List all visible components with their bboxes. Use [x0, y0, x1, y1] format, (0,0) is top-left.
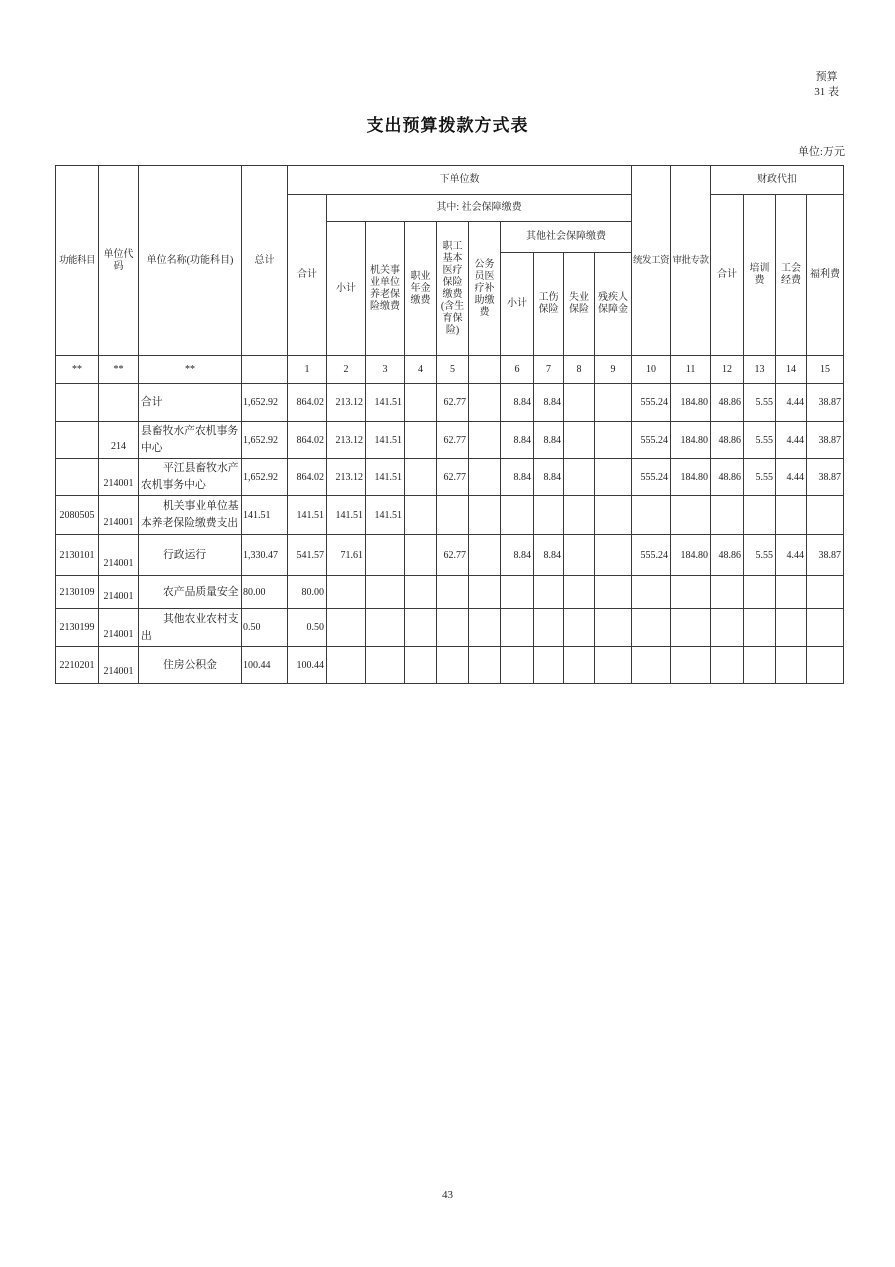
table-cell: 214001 [99, 535, 139, 576]
column-number-cell: 10 [632, 356, 671, 384]
table-cell [405, 647, 437, 684]
table-cell [632, 647, 671, 684]
header-pension: 机关事业单位养老保险缴费 [366, 222, 405, 356]
table-cell [534, 576, 564, 609]
header-training-fee: 培训费 [744, 195, 776, 356]
table-cell [501, 609, 534, 647]
header-fiscal-withholding: 财政代扣 [711, 166, 844, 195]
table-cell: 2130199 [56, 609, 99, 647]
table-cell: 48.86 [711, 422, 744, 459]
header-func-subject: 功能科目 [56, 166, 99, 356]
table-cell: 5.55 [744, 535, 776, 576]
table-cell [56, 422, 99, 459]
table-cell: 141.51 [366, 496, 405, 535]
table-cell [469, 496, 501, 535]
table-cell: 1,652.92 [242, 459, 288, 496]
table-cell: 214001 [99, 496, 139, 535]
table-cell: 农产品质量安全 [139, 576, 242, 609]
budget-table [55, 165, 844, 684]
page-title: 支出预算拨款方式表 [366, 116, 529, 135]
table-cell: 1,652.92 [242, 422, 288, 459]
table-cell [711, 647, 744, 684]
table-cell [564, 535, 595, 576]
table-cell: 864.02 [288, 422, 327, 459]
table-cell [534, 496, 564, 535]
table-cell [564, 459, 595, 496]
table-cell: 141.51 [288, 496, 327, 535]
table-cell [501, 496, 534, 535]
column-number-cell: 11 [671, 356, 711, 384]
table-cell: 864.02 [288, 459, 327, 496]
table-cell [632, 496, 671, 535]
table-row [56, 647, 844, 684]
table-cell [56, 384, 99, 422]
table-cell: 4.44 [776, 535, 807, 576]
table-cell [711, 576, 744, 609]
form-corner-line1: 预算 [815, 71, 838, 83]
table-cell [437, 647, 469, 684]
table-cell: 县畜牧水产农机事务中心 [139, 422, 242, 459]
table-cell [807, 576, 844, 609]
table-cell [501, 647, 534, 684]
table-cell [437, 576, 469, 609]
table-cell: 38.87 [807, 535, 844, 576]
header-other-subtotal: 小计 [501, 253, 534, 356]
table-cell: 8.84 [501, 422, 534, 459]
table-cell: 214001 [99, 576, 139, 609]
header-injury: 工伤保险 [534, 253, 564, 356]
table-cell: 62.77 [437, 535, 469, 576]
header-sub-units-total: 合计 [288, 195, 327, 356]
table-cell: 80.00 [242, 576, 288, 609]
table-cell [671, 647, 711, 684]
table-cell: 平江县畜牧水产农机事务中心 [139, 459, 242, 496]
table-cell [469, 647, 501, 684]
table-cell: 141.51 [366, 384, 405, 422]
header-ss-subtotal: 小计 [327, 222, 366, 356]
table-cell [564, 384, 595, 422]
table-cell [744, 496, 776, 535]
table-cell: 184.80 [671, 422, 711, 459]
table-row [56, 576, 844, 609]
table-cell [534, 647, 564, 684]
table-cell: 555.24 [632, 459, 671, 496]
table-cell [366, 535, 405, 576]
table-cell: 8.84 [501, 384, 534, 422]
header-civil-medical: 公务员医疗补助缴费 [469, 222, 501, 356]
table-cell [776, 496, 807, 535]
table-cell [807, 647, 844, 684]
table-cell: 555.24 [632, 535, 671, 576]
table-cell: 0.50 [242, 609, 288, 647]
table-row [56, 422, 844, 459]
table-cell: 48.86 [711, 535, 744, 576]
table-cell [632, 609, 671, 647]
table-cell [807, 609, 844, 647]
unit-note: 单位:万元 [797, 146, 845, 158]
table-cell [437, 496, 469, 535]
table-cell: 100.44 [288, 647, 327, 684]
table-cell: 其他农业农村支出 [139, 609, 242, 647]
header-annuity: 职业年金缴费 [405, 222, 437, 356]
table-cell: 213.12 [327, 422, 366, 459]
table-cell [327, 576, 366, 609]
header-unified-salary: 统发工资 [632, 166, 671, 356]
table-cell [564, 647, 595, 684]
column-number-cell: 14 [776, 356, 807, 384]
table-cell: 行政运行 [139, 535, 242, 576]
table-cell [469, 609, 501, 647]
table-cell: 184.80 [671, 535, 711, 576]
table-cell: 184.80 [671, 459, 711, 496]
table-cell: 184.80 [671, 384, 711, 422]
table-cell [776, 647, 807, 684]
table-cell [469, 422, 501, 459]
table-cell [711, 496, 744, 535]
table-cell: 62.77 [437, 422, 469, 459]
header-approved-funds: 审批专款 [671, 166, 711, 356]
table-cell [56, 459, 99, 496]
table-cell [671, 609, 711, 647]
table-cell: 38.87 [807, 459, 844, 496]
column-number-cell: 6 [501, 356, 534, 384]
column-number-cell: ** [99, 356, 139, 384]
column-number-cell: 3 [366, 356, 405, 384]
column-number-row [56, 356, 844, 384]
table-cell [564, 609, 595, 647]
table-cell [744, 647, 776, 684]
table-cell: 8.84 [534, 384, 564, 422]
table-row [56, 535, 844, 576]
table-cell: 2080505 [56, 496, 99, 535]
table-cell: 214 [99, 422, 139, 459]
table-cell [632, 576, 671, 609]
table-row [56, 384, 844, 422]
table-cell: 2130101 [56, 535, 99, 576]
header-unit-code: 单位代码 [99, 166, 139, 356]
table-cell: 8.84 [534, 422, 564, 459]
table-cell [595, 422, 632, 459]
table-cell: 71.61 [327, 535, 366, 576]
table-cell: 5.55 [744, 459, 776, 496]
table-cell [564, 576, 595, 609]
table-cell: 2130109 [56, 576, 99, 609]
table-row [56, 459, 844, 496]
table-cell: 1,330.47 [242, 535, 288, 576]
table-cell: 8.84 [534, 459, 564, 496]
table-cell: 141.51 [242, 496, 288, 535]
table-cell: 8.84 [501, 535, 534, 576]
table-cell [405, 496, 437, 535]
table-cell: 8.84 [501, 459, 534, 496]
header-medical: 职工基本医疗保险缴费(含生育保险) [437, 222, 469, 356]
table-cell [469, 576, 501, 609]
table-cell: 214001 [99, 647, 139, 684]
header-unit-name: 单位名称(功能科目) [139, 166, 242, 356]
table-cell [671, 496, 711, 535]
table-cell [99, 384, 139, 422]
table-cell [595, 576, 632, 609]
table-cell [405, 422, 437, 459]
column-number-cell [469, 356, 501, 384]
table-cell: 机关事业单位基本养老保险缴费支出 [139, 496, 242, 535]
table-cell: 0.50 [288, 609, 327, 647]
table-cell: 214001 [99, 459, 139, 496]
table-cell: 100.44 [242, 647, 288, 684]
table-cell: 213.12 [327, 384, 366, 422]
table-cell [366, 609, 405, 647]
table-cell [564, 422, 595, 459]
table-cell: 8.84 [534, 535, 564, 576]
column-number-cell: 15 [807, 356, 844, 384]
table-cell: 555.24 [632, 384, 671, 422]
table-cell: 1,652.92 [242, 384, 288, 422]
table-cell: 5.55 [744, 384, 776, 422]
table-cell: 合计 [139, 384, 242, 422]
table-cell: 864.02 [288, 384, 327, 422]
table-cell [501, 576, 534, 609]
form-corner-line2: 31 表 [814, 86, 839, 98]
table-cell [595, 384, 632, 422]
header-grand-total: 总计 [242, 166, 288, 356]
table-cell [595, 535, 632, 576]
table-cell [327, 609, 366, 647]
table-cell: 541.57 [288, 535, 327, 576]
table-cell [776, 609, 807, 647]
table-cell [807, 496, 844, 535]
table-cell [405, 459, 437, 496]
table-cell [595, 496, 632, 535]
table-cell: 4.44 [776, 422, 807, 459]
table-cell [327, 647, 366, 684]
column-number-cell: 5 [437, 356, 469, 384]
table-cell [469, 535, 501, 576]
column-number-cell: 4 [405, 356, 437, 384]
column-number-cell: 9 [595, 356, 632, 384]
form-corner-label [814, 70, 839, 100]
table-cell [405, 576, 437, 609]
table-cell: 4.44 [776, 459, 807, 496]
table-cell [671, 576, 711, 609]
header-sub-units: 下单位数 [288, 166, 632, 195]
table-cell [437, 609, 469, 647]
table-cell [776, 576, 807, 609]
table-cell: 214001 [99, 609, 139, 647]
column-number-cell: ** [56, 356, 99, 384]
table-cell: 62.77 [437, 459, 469, 496]
header-wh-total: 合计 [711, 195, 744, 356]
table-cell [405, 535, 437, 576]
column-number-cell: 1 [288, 356, 327, 384]
table-cell: 555.24 [632, 422, 671, 459]
header-disabled-fund: 残疾人保障金 [595, 253, 632, 356]
header-union-fee: 工会经费 [776, 195, 807, 356]
table-row [56, 609, 844, 647]
header-unemployment: 失业保险 [564, 253, 595, 356]
table-cell: 住房公积金 [139, 647, 242, 684]
table-cell: 80.00 [288, 576, 327, 609]
table-cell: 2210201 [56, 647, 99, 684]
table-cell [744, 576, 776, 609]
table-cell: 5.55 [744, 422, 776, 459]
column-number-cell: 7 [534, 356, 564, 384]
table-cell [564, 496, 595, 535]
table-cell [711, 609, 744, 647]
header-other-ss: 其他社会保障缴费 [501, 222, 632, 253]
table-cell: 141.51 [366, 422, 405, 459]
column-number-cell: 8 [564, 356, 595, 384]
column-number-cell: 2 [327, 356, 366, 384]
table-cell [405, 609, 437, 647]
table-cell [595, 647, 632, 684]
column-number-cell [242, 356, 288, 384]
page-number: 43 [442, 1189, 453, 1201]
header-social-security: 其中: 社会保障缴费 [327, 195, 632, 222]
table-cell: 62.77 [437, 384, 469, 422]
header-welfare-fee: 福利费 [807, 195, 844, 356]
table-cell: 48.86 [711, 384, 744, 422]
table-cell [366, 647, 405, 684]
table-cell [595, 609, 632, 647]
table-cell: 213.12 [327, 459, 366, 496]
table-cell: 4.44 [776, 384, 807, 422]
table-cell [744, 609, 776, 647]
column-number-cell: 12 [711, 356, 744, 384]
table-cell [405, 384, 437, 422]
column-number-cell: ** [139, 356, 242, 384]
table-cell: 38.87 [807, 422, 844, 459]
table-cell [595, 459, 632, 496]
table-cell [469, 384, 501, 422]
table-cell: 38.87 [807, 384, 844, 422]
table-row [56, 496, 844, 535]
table-cell [366, 576, 405, 609]
table-cell [534, 609, 564, 647]
table-cell: 141.51 [366, 459, 405, 496]
table-cell: 48.86 [711, 459, 744, 496]
column-number-cell: 13 [744, 356, 776, 384]
table-cell: 141.51 [327, 496, 366, 535]
table-cell [469, 459, 501, 496]
